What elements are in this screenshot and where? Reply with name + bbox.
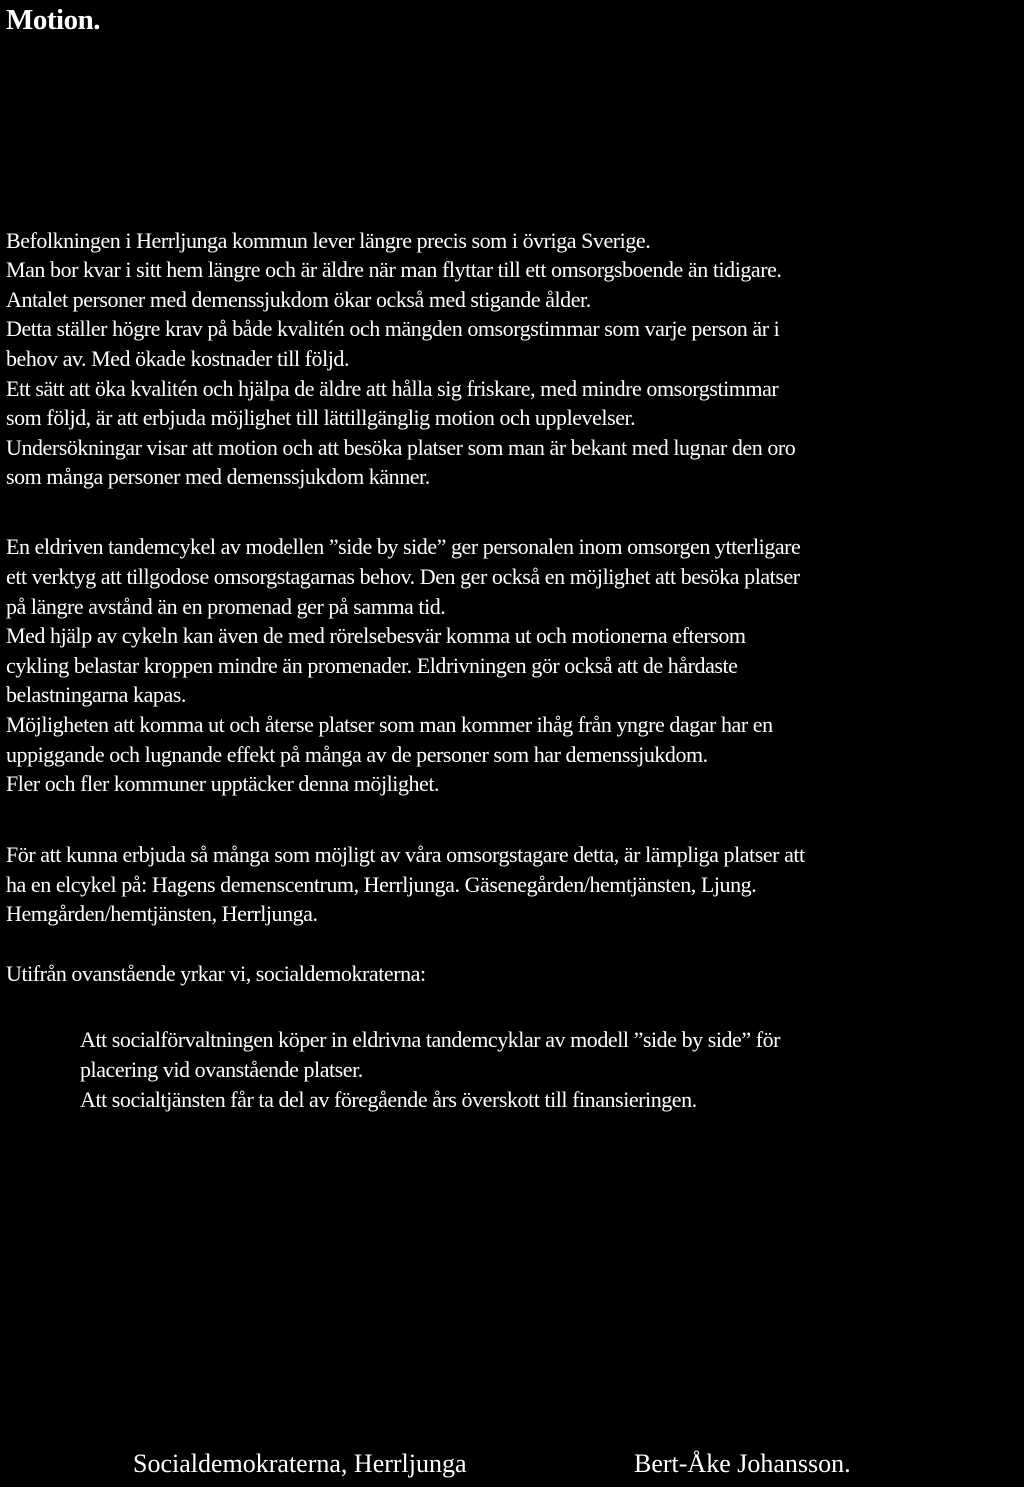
body-text-line: Detta ställer högre krav på både kvalitén och mängden omsorgstimmar som varje person är i: [6, 316, 780, 341]
body-text-line: Med hjälp av cykeln kan även de med rörelsebesvär komma ut och motionerna eftersom: [6, 623, 746, 648]
body-text-line: cykling belastar kroppen mindre än promenader. Eldrivningen gör också att de hårdaste: [6, 653, 738, 678]
demand-text-line: placering vid ovanstående platser.: [80, 1057, 363, 1082]
body-text-line: ett verktyg att tillgodose omsorgstagarnas behov. Den ger också en möjlighet att besöka platser: [6, 564, 800, 589]
signature-party: Socialdemokraterna, Herrljunga: [133, 1449, 467, 1478]
body-text-line: som följd, är att erbjuda möjlighet till lättillgänglig motion och upplevelser.: [6, 405, 636, 430]
body-text-line: Undersökningar visar att motion och att besöka platser som man är bekant med lugnar den oro: [6, 435, 796, 460]
document-title: Motion.: [6, 4, 100, 36]
body-text-line: Befolkningen i Herrljunga kommun lever längre precis som i övriga Sverige.: [6, 228, 651, 253]
body-text-line: Man bor kvar i sitt hem längre och är äldre när man flyttar till ett omsorgsboende än tidigare.: [6, 257, 782, 282]
body-text-line: Antalet personer med demenssjukdom ökar också med stigande ålder.: [6, 287, 591, 312]
demand-text-line: Att socialtjänsten får ta del av föregående års överskott till finansieringen.: [80, 1087, 697, 1112]
body-text-line: Fler och fler kommuner upptäcker denna möjlighet.: [6, 771, 440, 796]
body-text-line: som många personer med demenssjukdom känner.: [6, 464, 430, 489]
body-text-line: För att kunna erbjuda så många som möjligt av våra omsorgstagare detta, är lämpliga platser att: [6, 842, 805, 867]
body-text-line: uppiggande och lugnande effekt på många av de personer som har demenssjukdom.: [6, 742, 708, 767]
body-text-line: Hemgården/hemtjänsten, Herrljunga.: [6, 901, 318, 926]
body-text-line: ha en elcykel på: Hagens demenscentrum, Herrljunga. Gäsenegården/hemtjänsten, Ljung.: [6, 872, 757, 897]
signature-name: Bert-Åke Johansson.: [634, 1449, 851, 1478]
demand-text-line: Att socialförvaltningen köper in eldrivna tandemcyklar av modell ”side by side” för: [80, 1027, 781, 1052]
body-text-line: Ett sätt att öka kvalitén och hjälpa de äldre att hålla sig friskare, med mindre omsorgstimmar: [6, 376, 779, 401]
body-text-line: Möjligheten att komma ut och återse platser som man kommer ihåg från yngre dagar har en: [6, 712, 773, 737]
body-text-line: belastningarna kapas.: [6, 682, 186, 707]
body-text-line: Utifrån ovanstående yrkar vi, socialdemokraterna:: [6, 961, 426, 986]
body-text-line: behov av. Med ökade kostnader till följd.: [6, 346, 350, 371]
body-text-line: på längre avstånd än en promenad ger på samma tid.: [6, 594, 446, 619]
body-text-line: En eldriven tandemcykel av modellen ”side by side” ger personalen inom omsorgen ytterligare: [6, 534, 801, 559]
